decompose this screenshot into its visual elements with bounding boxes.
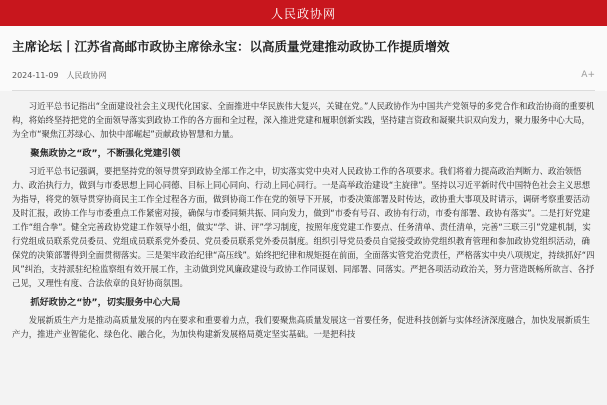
- section-2-paragraph: 发展新质生产力是推动高质量发展的内在要求和重要着力点，我们要聚焦高质量发展这一首要任务，促进科技创新与实体经济深度融合，加快发展新质生产力，推进产业智能化、绿色化、融合化，为加快构建新发展格局奠定坚实基础。一是把科技: [12, 315, 590, 339]
- article-title: 主席论坛丨江苏省高邮市政协主席徐永宝：以高质量党建推动政协工作提质增效: [12, 39, 450, 54]
- article-date: 2024-11-09: [12, 70, 59, 80]
- site-header: [0, 0, 607, 26]
- section-heading-1: 聚焦政协之“政”，不断强化党建引领: [30, 148, 181, 159]
- intro-paragraph: 习近平总书记指出“全面建设社会主义现代化国家、全面推进中华民族伟大复兴，关键在党。”人民政协作为中国共产党领导的多党合作和政治协商的重要机构，将始终坚持把党的全面领导落实到政协工作的各方面和全过程，深入推进党建和履职创新实践，坚持建言资政和凝聚共识双向发力，聚力服务中心大局，为全市“聚焦江苏绿心、加快中部崛起”贡献政协智慧和力量。: [12, 101, 595, 139]
- font-size-button[interactable]: A+: [581, 70, 595, 80]
- article-header: [0, 26, 607, 91]
- site-name: 人民政协网: [270, 6, 336, 21]
- section-heading-2: 抓好政协之“协”，切实服务中心大局: [30, 297, 181, 308]
- article-source: 人民政协网: [66, 70, 107, 80]
- article-meta: [12, 68, 595, 82]
- article-body: [0, 91, 607, 341]
- section-1-paragraph: 习近平总书记强调，要把坚持党的领导贯穿到政协全部工作之中，切实落实党中央对人民政协工作的各项要求。我们将着力提高政治判断力、政治领悟力、政治执行力，做到与市委思想上同心同德、目标上同心同向、行动上同心同行。一是高举政治建设“主旋律”。坚持以习近平新时代中国特色社会主义思想为指导，将党的领导贯穿协商民主工作全过程各方面，做到协商工作在党的领导下开展，市委决策部署及时传达，政协重大事项及时请示，调研考察重要活动及时汇报，政协工作与市委重点工作紧密对接，确保与市委同频共振、同向发力，做到“市委有号召、政协有行动，市委有部署、政协有落实”。二是打好党建工作“组合拳”。健全完善政协党建工作领导小组，做实“学、讲、评”学习制度，按照年度党建工作要点、任务清单、责任清单，完善“三联三引”党建机制，实行党组成员联系党员委员、党组成员联系党外委员、党员委员联系党外委员制度。组织引导党员委员自觉接受政协党组织教育管理和参加政协党组织活动，确保党的决策部署得到全面贯彻落实。三是架牢政治纪律“高压线”。始终把纪律和规矩挺在前面，全面落实管党治党责任，严格落实中央八项规定，持续抓好“四风”纠治，支持派驻纪检监察组有效开展工作，主动做到党风廉政建设与政协工作同谋划、同部署、同落实。严把各项活动政治关，努力营造既畅所欲言、各抒己见，又理性有度、合法依章的良好协商氛围。: [12, 166, 595, 288]
